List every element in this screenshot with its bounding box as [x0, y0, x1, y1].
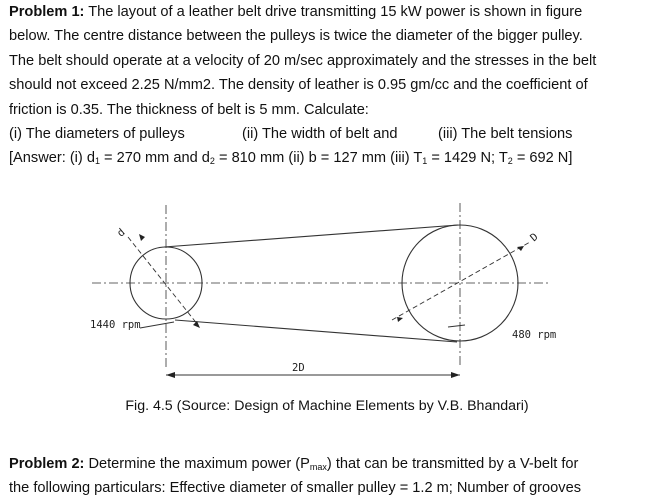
big-diameter-leader	[392, 242, 530, 320]
part-i: (i) The diameters of pulleys	[9, 125, 185, 142]
dim-arrow-right	[451, 372, 460, 378]
part-ii: (ii) The width of belt and	[242, 125, 398, 142]
answer-sub-1: 1	[94, 156, 100, 167]
answer-sub-3: 1	[422, 156, 428, 167]
figure-caption: Fig. 4.5 (Source: Design of Machine Elements by V.B. Bhandari)	[125, 398, 529, 414]
big-speed-leader	[448, 325, 465, 327]
small-diameter-arrow-1	[139, 234, 145, 241]
problem-2-sub: max	[309, 462, 327, 472]
big-diameter-label: D	[528, 230, 541, 245]
problem-2-label: Problem 2:	[9, 456, 85, 472]
belt-drive-figure	[80, 197, 580, 392]
problem-2-text-2: ) that can be transmitted by a V-belt for	[326, 456, 579, 472]
big-speed-label: 480 rpm	[512, 329, 557, 341]
answer-sub-4: 2	[507, 156, 513, 167]
problem-1-text-1: The layout of a leather belt drive transmitting 15 kW power is shown in figure	[84, 4, 583, 20]
small-speed-label: 1440 rpm	[90, 319, 141, 331]
answer-sub-2: 2	[209, 156, 215, 167]
problem-2-text-1: Determine the maximum power (P	[84, 456, 310, 472]
answer-line	[9, 146, 649, 170]
problem-1-label: Problem 1:	[9, 4, 85, 20]
problem-2	[9, 452, 649, 501]
centre-distance-label: 2D	[292, 362, 305, 374]
problem-1-line-5: friction is 0.35. The thickness of belt is 5 mm. Calculate:	[9, 101, 369, 118]
dim-arrow-left	[166, 372, 175, 378]
problem-1-line-4: should not exceed 2.25 N/mm2. The density of leather is 0.95 gm/cc and the coefficient of	[9, 77, 588, 94]
answer-part-5: = 692 N]	[512, 150, 573, 167]
answer-part-3: = 810 mm (ii) b = 127 mm (iii) T	[214, 150, 423, 167]
belt-lower	[175, 320, 457, 342]
answer-part-1: [Answer: (i) d	[9, 150, 95, 167]
answer-part-4: = 1429 N; T	[427, 150, 508, 167]
problem-1-line-2: below. The centre distance between the pulleys is twice the diameter of the bigger pulley.	[9, 28, 583, 45]
answer-part-2: = 270 mm and d	[99, 150, 210, 167]
belt-upper	[164, 225, 458, 247]
problem-1-line-3: The belt should operate at a velocity of 20 m/sec approximately and the stresses in the belt	[9, 52, 597, 69]
problem-1	[9, 0, 649, 171]
part-iii: (iii) The belt tensions	[438, 125, 573, 142]
problem-1-parts	[9, 122, 649, 146]
problem-2-line-1	[9, 452, 649, 476]
small-diameter-label: d	[114, 226, 128, 240]
small-speed-leader	[140, 322, 174, 328]
problem-2-line-2: the following particulars: Effective diameter of smaller pulley = 1.2 m; Number of grooves	[9, 480, 581, 497]
big-diameter-arrow-1	[397, 317, 403, 322]
problem-1-line-1	[9, 0, 649, 24]
